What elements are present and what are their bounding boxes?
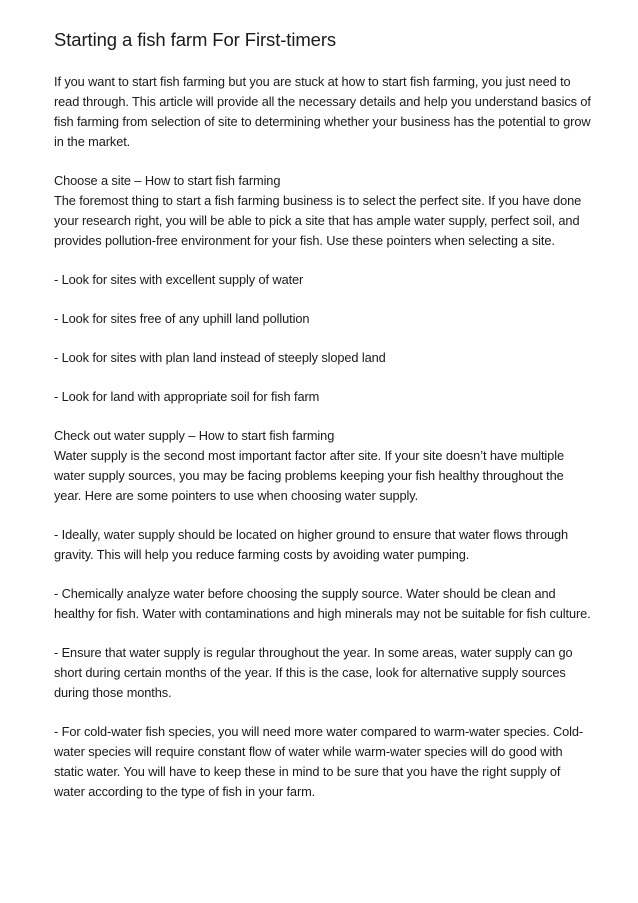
site-section-body: The foremost thing to start a fish farming business is to select the perfect site. If you have done your research right, you will be able to pick a site that has ample water supply, perfect soil, and provides pollution-free environment for your fish. Use these pointers when selecting a site. [54, 193, 582, 248]
site-bullet-3: - Look for sites with plan land instead of steeply sloped land [54, 350, 386, 365]
water-bullet-2: - Chemically analyze water before choosing the supply source. Water should be clean and healthy for fish. Water with contaminations and high minerals may not be suitable for fish culture. [54, 586, 591, 621]
site-bullet-1: - Look for sites with excellent supply of water [54, 272, 304, 287]
site-bullet-2: - Look for sites free of any uphill land pollution [54, 311, 310, 326]
site-bullet-4: - Look for land with appropriate soil for fish farm [54, 389, 320, 404]
document-title: Starting a fish farm For First-timers [54, 29, 337, 50]
water-bullet-1: - Ideally, water supply should be located on higher ground to ensure that water flows through gravity. This will help you reduce farming costs by avoiding water pumping. [54, 527, 569, 562]
intro-paragraph: If you want to start fish farming but you are stuck at how to start fish farming, you just need to read through. This article will provide all the necessary details and help you understand basics of fish farming from selection of site to determining whether your business has the potential to grow in the market. [54, 74, 591, 149]
site-section-heading: Choose a site – How to start fish farming [54, 173, 281, 188]
document-page [54, 28, 594, 802]
water-bullet-4: - For cold-water fish species, you will need more water compared to warm-water species. Cold-water species will require constant flow of water while warm-water species will do good with static water. You will have to keep these in mind to be sure that you have the right supply of water according to the type of fish in your farm. [54, 724, 584, 799]
water-bullet-3: - Ensure that water supply is regular throughout the year. In some areas, water supply can go short during certain months of the year. If this is the case, look for alternative supply sources during those months. [54, 645, 573, 700]
water-section-body: Water supply is the second most important factor after site. If your site doesn’t have multiple water supply sources, you may be facing problems keeping your fish healthy throughout the year. Here are some pointers to use when choosing water supply. [54, 448, 564, 503]
water-section-heading: Check out water supply – How to start fish farming [54, 428, 335, 443]
